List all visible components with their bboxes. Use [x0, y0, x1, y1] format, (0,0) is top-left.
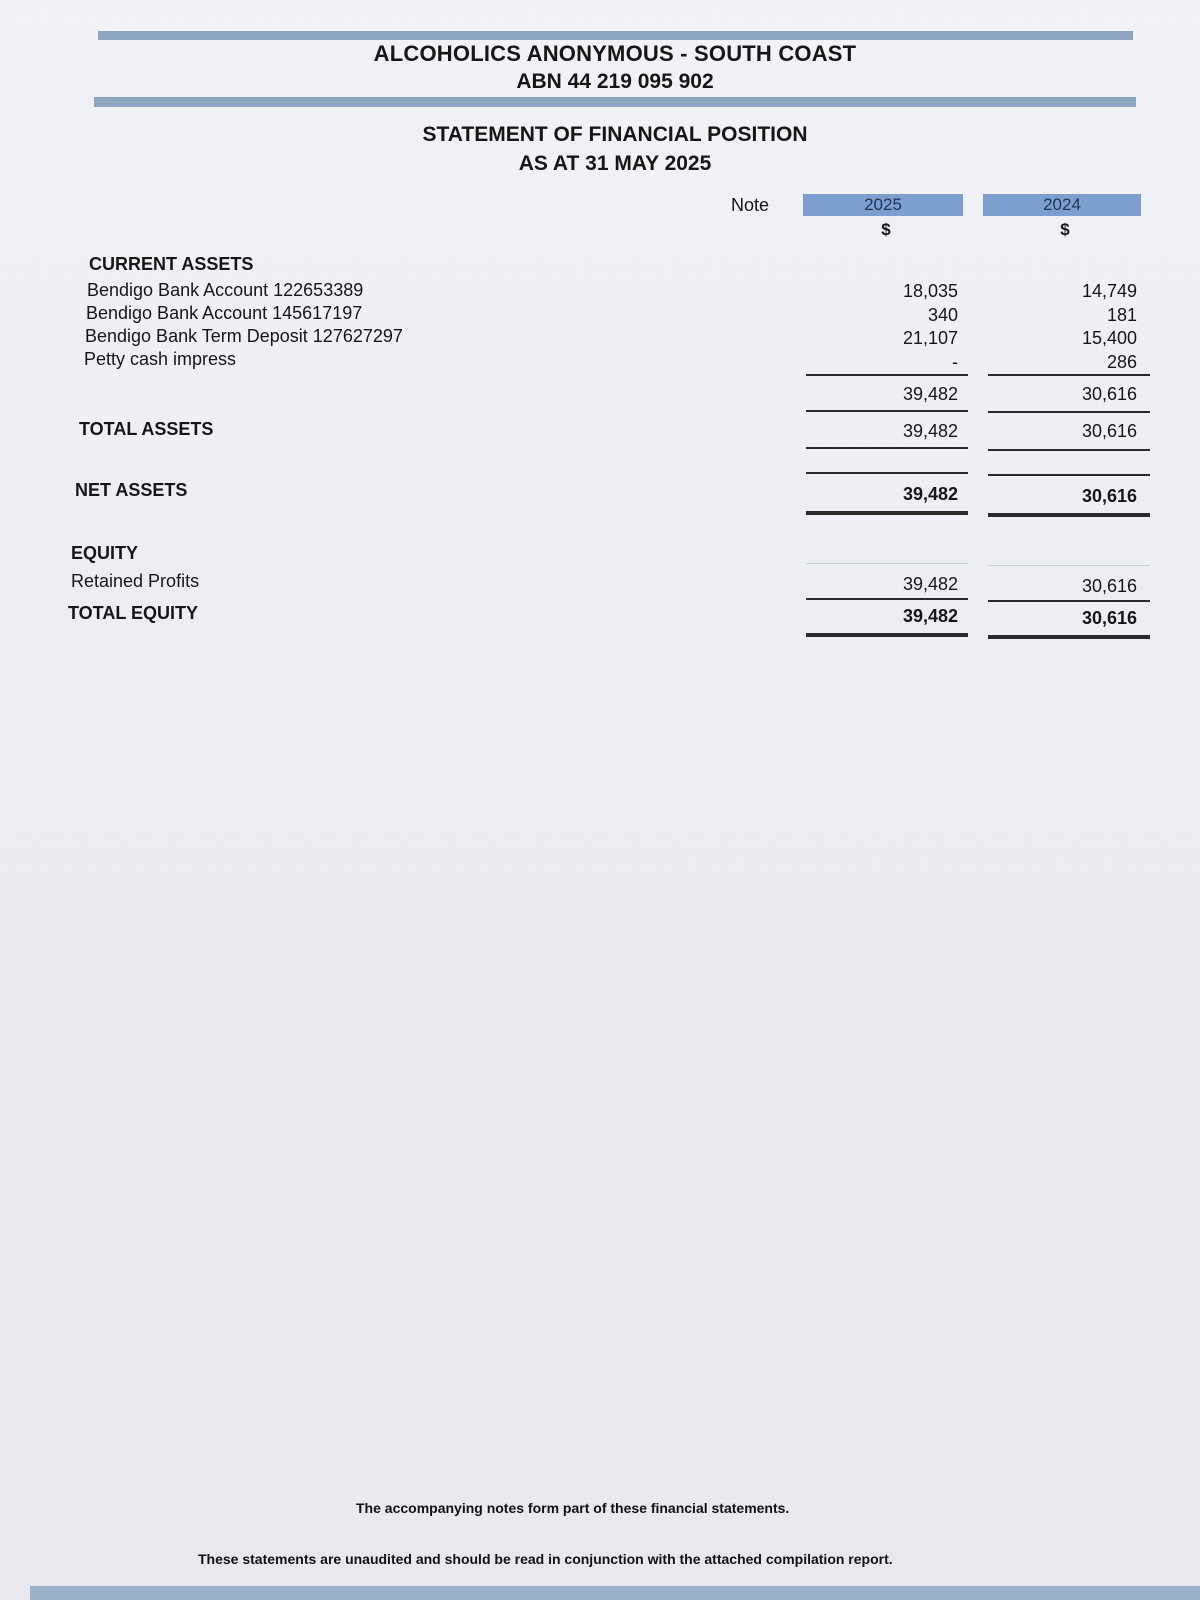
retained-profits-value-prior: 30,616: [1081, 576, 1137, 596]
asset-row-value-prior: 286: [1106, 352, 1137, 372]
asset-row-value-prior: 181: [1106, 305, 1137, 325]
asset-row-label: Bendigo Bank Term Deposit 127627297: [85, 326, 403, 346]
current-assets-heading: CURRENT ASSETS: [89, 254, 254, 274]
total-equity-double-rule-current: [806, 633, 968, 637]
total-assets-label: TOTAL ASSETS: [79, 419, 214, 439]
currency-symbol-prior: $: [1060, 220, 1070, 239]
net-assets-double-rule-current: [806, 511, 968, 515]
subtotal-bottom-rule-prior: [988, 411, 1150, 413]
equity-faint-rule-prior: [988, 565, 1150, 566]
asset-row-label: Bendigo Bank Account 122653389: [87, 280, 364, 300]
total-assets-rule-prior: [988, 449, 1150, 451]
retained-profits-rule-prior: [988, 600, 1150, 602]
unaudited-disclaimer: These statements are unaudited and should be read in conjunction with the attached compilation report.: [198, 1551, 893, 1567]
note-column-header: Note: [731, 195, 770, 215]
asset-row-value-prior: 14,749: [1081, 281, 1137, 301]
asset-row-value-current: 21,107: [902, 328, 958, 348]
organisation-name: ALCOHOLICS ANONYMOUS - SOUTH COAST: [373, 41, 857, 66]
subtotal-bottom-rule-current: [806, 410, 968, 412]
statement-title: STATEMENT OF FINANCIAL POSITION: [422, 123, 808, 146]
total-assets-rule-current: [806, 447, 968, 449]
asset-row-value-prior: 15,400: [1081, 328, 1137, 348]
abn-number: ABN 44 219 095 902: [516, 70, 714, 93]
asset-row-label: Bendigo Bank Account 145617197: [86, 303, 363, 323]
notes-statement: The accompanying notes form part of these financial statements.: [356, 1500, 790, 1516]
year-column-header-prior: 2024: [983, 194, 1141, 216]
net-assets-label: NET ASSETS: [75, 480, 188, 500]
retained-profits-rule-current: [806, 598, 968, 600]
asset-row-value-current: -: [952, 352, 958, 372]
total-equity-double-rule-prior: [988, 635, 1150, 639]
total-assets-lower-rule-current: [806, 472, 968, 474]
total-equity-label: TOTAL EQUITY: [68, 603, 199, 623]
current-assets-subtotal-prior: 30,616: [1081, 384, 1137, 404]
currency-symbol-current: $: [881, 220, 891, 239]
net-assets-value-prior: 30,616: [1081, 486, 1137, 506]
asset-row-value-current: 18,035: [902, 281, 958, 301]
footer-band: [30, 1586, 1200, 1600]
net-assets-value-current: 39,482: [902, 484, 958, 504]
header-top-band: [98, 31, 1133, 40]
statement-date: AS AT 31 MAY 2025: [518, 152, 712, 175]
total-assets-value-current: 39,482: [902, 421, 958, 441]
subtotal-rule-current: [806, 374, 968, 376]
total-assets-value-prior: 30,616: [1081, 421, 1137, 441]
header-bottom-band: [94, 97, 1136, 107]
year-column-header-current: 2025: [803, 194, 963, 216]
total-equity-value-current: 39,482: [902, 606, 958, 626]
equity-faint-rule-current: [806, 563, 968, 564]
asset-row-value-current: 340: [927, 305, 958, 325]
retained-profits-value-current: 39,482: [902, 574, 958, 594]
equity-heading: EQUITY: [71, 543, 139, 563]
total-equity-value-prior: 30,616: [1081, 608, 1137, 628]
subtotal-rule-prior: [988, 374, 1150, 376]
asset-row-label: Petty cash impress: [84, 349, 237, 369]
net-assets-double-rule-prior: [988, 513, 1150, 517]
retained-profits-label: Retained Profits: [71, 571, 200, 591]
current-assets-subtotal-current: 39,482: [902, 384, 958, 404]
total-assets-lower-rule-prior: [988, 474, 1150, 476]
